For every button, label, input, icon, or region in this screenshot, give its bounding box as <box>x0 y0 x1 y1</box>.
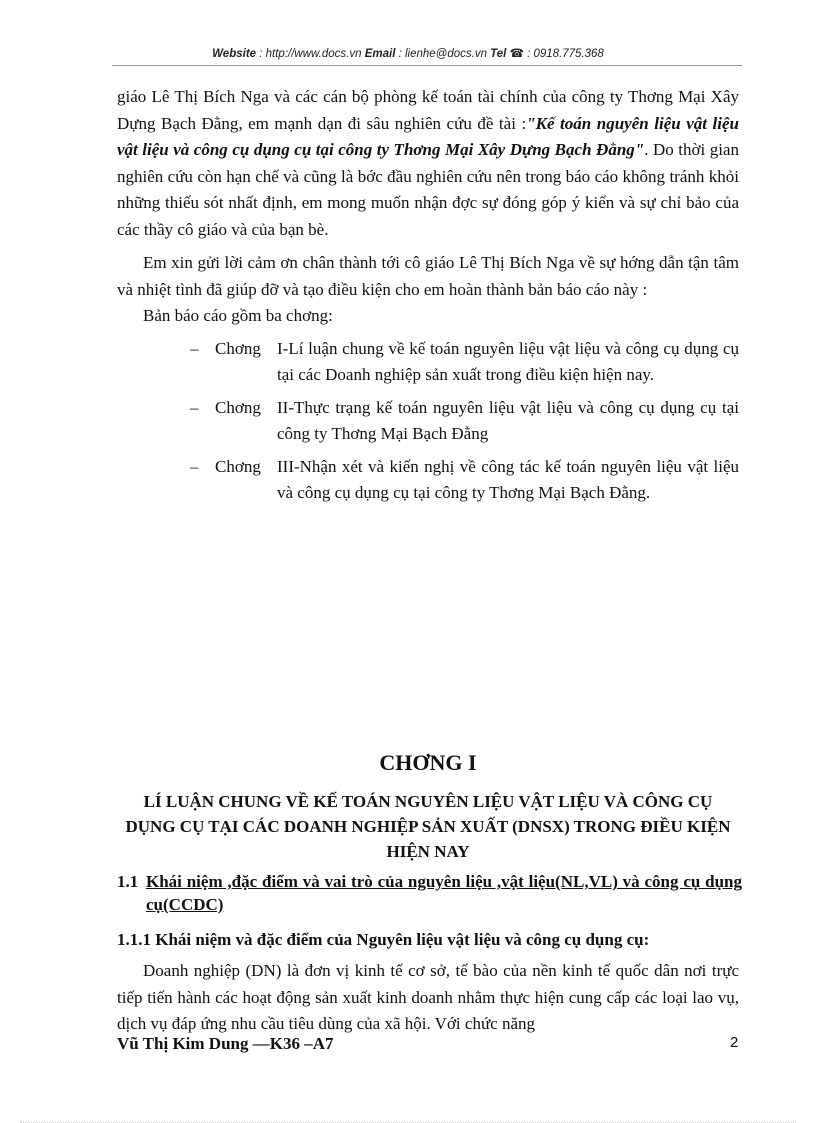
chapter-label: Chơng <box>215 338 261 358</box>
chapter-text: III-Nhận xét và kiến nghị về công tác kế toán nguyên liệu vật liệu và công cụ dụng cụ tại công ty Thơng Mại Bạch Đằng. <box>277 456 739 502</box>
intro-paragraph-3: Bản báo cáo gồm ba chơng: <box>143 306 333 325</box>
dash-bullet: – <box>190 338 199 358</box>
section-1-1-heading <box>117 870 742 916</box>
tel-label: Tel <box>490 48 507 60</box>
footer-author: Vũ Thị Kim Dung —K36 –A7 <box>117 1034 334 1053</box>
page-number: 2 <box>730 1034 739 1051</box>
chapter-list-item <box>117 336 739 389</box>
website-url[interactable]: : http://www.docs.vn <box>256 48 365 60</box>
chapter-label: Chơng <box>215 456 261 476</box>
section-title: Khái niệm ,đặc điểm và vai trò của nguyên liệu ,vật liệu(NL,VL) và công cụ dụng cụ(CCDC) <box>146 872 742 914</box>
intro-p1-rest: . Do thời gian nghiên cứu còn hạn chế và cũng là bớc đầu nghiên cứu nên trong báo cáo không tránh khỏi những thiếu sót nhất định, em mong muốn nhận đợc sự đóng góp ý kiến và sự chỉ bảo của các thầy cô giáo và của bạn bè. <box>117 140 740 239</box>
intro-section <box>117 84 739 507</box>
section-1-1-1-heading: 1.1.1 Khái niệm và đặc điểm của Nguyên liệu vật liệu và công cụ dụng cụ: <box>117 930 650 949</box>
topic-title: "Kế toán nguyên liệu vật liệu vật liệu và công cụ dụng cụ tại công ty Thơng Mại Xây Dựng Bạch Đằng" <box>117 113 740 159</box>
page-header <box>0 46 816 60</box>
intro-p1-text: giáo Lê Thị Bích Nga và các cán bộ phòng kế toán tài chính của công ty Thơng Mại Xây Dựng Bạch Đằng, em mạnh dạn đi sâu nghiên cứu đề tài : <box>117 87 739 133</box>
intro-paragraph-1 <box>117 84 739 243</box>
dash-bullet: – <box>190 397 199 417</box>
chapter-list-item <box>117 454 739 507</box>
chapter-list-item <box>117 395 739 448</box>
chapter-text: I-Lí luận chung về kế toán nguyên liệu vật liệu và công cụ dụng cụ tại các Doanh nghiệp sản xuất trong điều kiện hiện nay. <box>277 338 739 384</box>
email-address[interactable]: : lienhe@docs.vn <box>395 48 491 60</box>
chapter-label: Chơng <box>215 397 261 417</box>
chapter-heading: CHƠNG I <box>379 750 477 775</box>
tel-number: ☎ : 0918.775.368 <box>506 48 604 60</box>
chapter-text: II-Thực trạng kế toán nguyên liệu vật liệu và công cụ dụng cụ tại công ty Thơng Mại Bạch Đằng <box>277 397 739 443</box>
chapter-title: LÍ LUẬN CHUNG VỀ KẾ TOÁN NGUYÊN LIỆU VẬT LIỆU VÀ CÔNG CỤ DỤNG CỤ TẠI CÁC DOANH NGHIỆP SẢN XUẤT (DNSX) TRONG ĐIỀU KIỆN HIỆN NAY <box>125 792 731 861</box>
website-label: Website <box>212 48 257 60</box>
section-number: 1.1 <box>117 872 139 891</box>
body-paragraph: Doanh nghiệp (DN) là đơn vị kinh tế cơ sở, tế bào của nền kinh tế quốc dân nơi trực tiếp tiến hành các hoạt động sản xuất kinh doanh nhằm thực hiện cung cấp các loại lao vụ, dịch vụ đáp ứng nhu cầu tiêu dùng của xã hội. Với chức năng <box>117 961 739 1033</box>
dash-bullet: – <box>190 456 199 476</box>
intro-paragraph-2: Em xin gửi lời cảm ơn chân thành tới cô giáo Lê Thị Bích Nga về sự hớng dẫn tận tâm và nhiệt tình đã giúp đỡ và tạo điều kiện cho em hoàn thành bản báo cáo này : <box>117 253 739 299</box>
header-divider <box>112 65 742 66</box>
email-label: Email <box>364 48 396 60</box>
